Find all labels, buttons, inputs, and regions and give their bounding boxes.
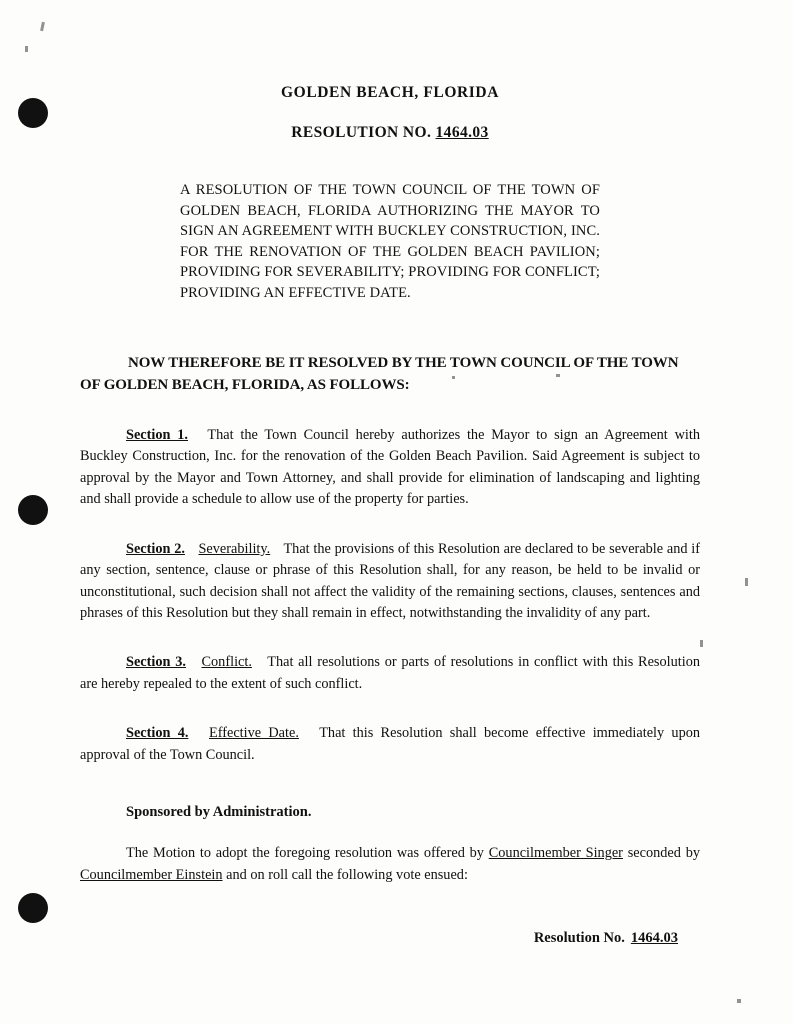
footer-resolution-label: Resolution No. [533, 930, 625, 947]
motion-part-1: The Motion to adopt the foregoing resolution was offered by [126, 845, 489, 862]
section-3-body: That all resolutions or parts of resolutions in conflict with this Resolution are hereby repealed to the extent of such conflict. [80, 654, 700, 692]
resolution-heading [80, 124, 700, 142]
section-2-label: Section 2. [126, 540, 185, 557]
resolution-number: 1464.03 [435, 124, 489, 141]
scan-speck [40, 22, 45, 31]
section-1 [80, 425, 700, 511]
punch-hole-mark [18, 495, 48, 525]
section-1-body: That the Town Council hereby authorizes the Mayor to sign an Agreement with Buckley Construction, Inc. for the renovation of the Golden Beach Pavilion. Said Agreement is subject to approval by the Mayor and Town Attorney, and shall provide for elimination of landscaping and lighting and shall provide a schedule to allow use of the property for parties. [80, 426, 700, 508]
section-2-subtitle: Severability. [198, 540, 271, 557]
section-4-subtitle: Effective Date. [208, 725, 299, 742]
resolved-line-2: OF GOLDEN BEACH, FLORIDA, AS FOLLOWS: [80, 377, 410, 394]
section-3-label: Section 3. [126, 654, 186, 671]
title-block [80, 84, 700, 142]
motion-part-2: seconded by [627, 845, 700, 862]
footer-resolution-number: 1464.03 [630, 930, 678, 947]
motion-part-3: and on roll call the following vote ensued: [222, 866, 468, 883]
footer-resolution [80, 930, 700, 947]
section-2-body: That the provisions of this Resolution are declared to be severable and if any section, sentence, clause or phrase of this Resolution shall, for any reason, be held to be invalid or unconstitutional, such decision shall not affect the validity of the remaining sections, clauses, sentences and phrases of this Resolution but they shall remain in effect, notwithstanding the invalidity of any part. [80, 540, 700, 622]
punch-hole-mark [18, 98, 48, 128]
section-3 [80, 652, 700, 695]
resolved-line-1: NOW THEREFORE BE IT RESOLVED BY THE TOWN COUNCIL OF THE TOWN [128, 355, 679, 372]
section-2 [80, 539, 700, 625]
section-4-body: That this Resolution shall become effective immediately upon approval of the Town Council. [80, 725, 701, 763]
motion-seconded-by: Councilmember Einstein [80, 866, 223, 883]
section-4 [80, 723, 700, 766]
scan-speck [700, 640, 703, 647]
section-1-label: Section 1. [126, 426, 189, 443]
resolved-clause [80, 353, 700, 397]
section-3-subtitle: Conflict. [201, 654, 252, 671]
document-body [80, 0, 700, 947]
scan-speck [737, 999, 741, 1003]
motion-paragraph [80, 843, 700, 886]
motion-offered-by: Councilmember Singer [488, 845, 623, 862]
scan-speck [745, 578, 748, 586]
sponsor-line: Sponsored by Administration. [126, 804, 312, 821]
page-title: GOLDEN BEACH, FLORIDA [281, 84, 499, 101]
preamble-text: A RESOLUTION OF THE TOWN COUNCIL OF THE TOWN OF GOLDEN BEACH, FLORIDA AUTHORIZING THE MAYOR TO SIGN AN AGREEMENT WITH BUCKLEY CONSTRUCTION, INC. FOR THE RENOVATION OF THE GOLDEN BEACH PAVILION; PROVIDING FOR SEVERABILITY; PROVIDING FOR CONFLICT; PROVIDING AN EFFECTIVE DATE. [180, 182, 600, 301]
scan-speck [25, 46, 28, 52]
section-4-label: Section 4. [126, 725, 189, 742]
resolution-label: RESOLUTION NO. [291, 124, 432, 141]
punch-hole-mark [18, 893, 48, 923]
